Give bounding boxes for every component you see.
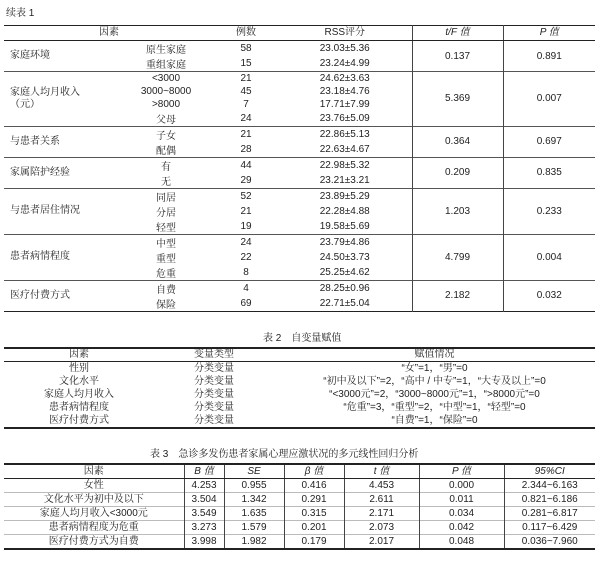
category-cell: 父母 xyxy=(156,114,176,126)
t-value-cell: 0.209 xyxy=(412,157,503,188)
type-cell: 分类变量 xyxy=(194,402,234,413)
cases-cell: 45 xyxy=(240,85,252,97)
cases-cell: 24 xyxy=(240,112,252,124)
cases-cell: 52 xyxy=(214,188,278,204)
rss-cell: 24.62±3.63 xyxy=(278,72,412,85)
factor-cell: 医疗付费方式为自费 xyxy=(4,535,184,550)
category-cell: 有 xyxy=(118,157,214,173)
table-row xyxy=(4,401,595,414)
factor-cell: 家庭人均月收入<3000元 xyxy=(4,507,184,521)
rss-cell: 23.03±5.36 xyxy=(319,43,370,54)
table3-title: 表 3 急诊多发伤患者家属心理应激状况的多元线性回归分析 xyxy=(150,449,419,460)
t-cell: 2.017 xyxy=(344,535,419,550)
beta-cell: 0.416 xyxy=(284,479,344,493)
header-p: P 值 xyxy=(503,26,595,41)
group-name-text: 与患者居住情况 xyxy=(10,205,80,216)
assign-cell: “自费”=1，“保险”=0 xyxy=(391,415,478,426)
rss-cell: 22.71±5.04 xyxy=(319,297,370,309)
p-cell: 0.042 xyxy=(419,521,504,535)
table2-body xyxy=(4,362,595,429)
group-name xyxy=(4,188,118,234)
factor-cell: 医疗付费方式 xyxy=(49,415,109,426)
table1-body xyxy=(4,41,595,312)
table-row xyxy=(4,375,595,388)
table2-title: 表 2 自变量赋值 xyxy=(263,333,342,344)
table-row xyxy=(4,126,595,142)
b-cell: 4.253 xyxy=(184,479,224,493)
table-row xyxy=(4,493,595,507)
category-cell: 保险 xyxy=(156,299,176,311)
t-value-cell: 5.369 xyxy=(412,72,503,127)
p-value-cell: 0.007 xyxy=(503,72,595,127)
p-value-cell: 0.891 xyxy=(503,41,595,72)
table-row xyxy=(4,535,595,550)
rss-cell: 17.71±7.99 xyxy=(319,98,370,110)
table3 xyxy=(4,463,595,550)
table3-header-row xyxy=(4,464,595,479)
category-cell: <3000 xyxy=(118,72,214,85)
table1-header-row xyxy=(4,26,595,41)
t-value-cell: 0.364 xyxy=(412,126,503,157)
category-cell: 子女 xyxy=(118,126,214,142)
category-cell: 原生家庭 xyxy=(146,45,186,56)
category-cell: 无 xyxy=(161,176,171,188)
ci-cell: 0.036~7.960 xyxy=(504,535,595,550)
rss-cell: 19.58±5.69 xyxy=(319,220,370,232)
se-cell: 1.579 xyxy=(224,521,284,535)
cases-cell: 7 xyxy=(243,98,249,110)
t-value-cell: 0.137 xyxy=(412,41,503,72)
t2-header-factor: 因素 xyxy=(4,348,154,362)
cases-cell: 21 xyxy=(214,72,278,85)
category-cell: 3000~8000 xyxy=(140,85,192,97)
group-name-text: 家庭环境 xyxy=(10,50,50,61)
assign-cell: “<3000元”=2，“3000~8000元”=1，“>8000元”=0 xyxy=(329,389,540,400)
cases-cell: 24 xyxy=(214,234,278,250)
rss-cell: 23.76±5.09 xyxy=(319,112,370,124)
beta-cell: 0.179 xyxy=(284,535,344,550)
header-cases: 例数 xyxy=(214,26,278,41)
table-row xyxy=(4,72,595,85)
group-name xyxy=(4,157,118,188)
header-t-f: t/F 值 xyxy=(412,26,503,41)
category-cell: 自费 xyxy=(118,280,214,296)
cases-cell: 29 xyxy=(240,174,252,186)
group-name-text: 家属陪护经验 xyxy=(10,166,70,178)
cases-cell: 22 xyxy=(240,251,252,263)
table-row xyxy=(4,388,595,401)
t-cell: 2.611 xyxy=(344,493,419,507)
se-cell: 0.955 xyxy=(224,479,284,493)
header-rss: RSS评分 xyxy=(278,26,412,41)
group-name xyxy=(4,234,118,280)
rss-cell: 23.79±4.86 xyxy=(278,234,412,250)
se-cell: 1.982 xyxy=(224,535,284,550)
category-cell: 重组家庭 xyxy=(146,60,186,71)
cases-cell: 21 xyxy=(240,205,252,217)
cases-cell: 58 xyxy=(240,43,252,54)
type-cell: 分类变量 xyxy=(194,415,234,426)
t2-header-type: 变量类型 xyxy=(154,348,274,362)
t-cell: 2.073 xyxy=(344,521,419,535)
category-cell: 重型 xyxy=(156,253,176,265)
cases-cell: 19 xyxy=(240,220,252,232)
rss-cell: 23.21±3.21 xyxy=(319,174,370,186)
category-cell: 轻型 xyxy=(156,222,176,234)
b-cell: 3.504 xyxy=(184,493,224,507)
rss-cell: 22.86±5.13 xyxy=(278,126,412,142)
rss-cell: 24.50±3.73 xyxy=(319,251,370,263)
factor-cell: 文化水平 xyxy=(59,376,99,387)
table1 xyxy=(4,25,595,312)
cases-cell: 28 xyxy=(240,143,252,155)
table-row xyxy=(4,188,595,204)
type-cell: 分类变量 xyxy=(194,389,234,400)
ci-cell: 2.344~6.163 xyxy=(504,479,595,493)
factor-cell: 女性 xyxy=(83,480,104,491)
table-row xyxy=(4,507,595,521)
p-value-cell: 0.233 xyxy=(503,188,595,234)
t3-header-p: P 值 xyxy=(419,464,504,479)
t3-header-t: t 值 xyxy=(344,464,419,479)
t-cell: 4.453 xyxy=(344,479,419,493)
rss-cell: 22.98±5.32 xyxy=(278,157,412,173)
b-cell: 3.549 xyxy=(184,507,224,521)
assign-cell: “女”=1，“男”=0 xyxy=(401,363,468,374)
assign-cell: “初中及以下”=2，“高中 / 中专”=1，“大专及以上”=0 xyxy=(323,376,546,387)
table-row xyxy=(4,41,595,57)
table-row xyxy=(4,234,595,250)
t2-header-assign: 赋值情况 xyxy=(274,348,595,362)
rss-cell: 23.24±4.99 xyxy=(319,58,370,69)
table-row xyxy=(4,414,595,428)
rss-cell: 25.25±4.62 xyxy=(319,266,370,278)
group-name-text: 患者病情程度 xyxy=(10,251,70,262)
factor-cell: 文化水平为初中及以下 xyxy=(4,493,184,507)
t3-header-factor: 因素 xyxy=(4,464,184,479)
cases-cell: 15 xyxy=(240,58,252,69)
rss-cell: 22.28±4.88 xyxy=(319,205,370,217)
factor-cell: 性别 xyxy=(69,363,89,374)
group-name xyxy=(4,126,118,157)
category-cell: 中型 xyxy=(118,234,214,250)
factor-cell: 家庭人均月收入 xyxy=(44,389,114,400)
group-name xyxy=(4,41,118,72)
rss-cell: 23.18±4.76 xyxy=(319,85,370,97)
factor-cell: 患者病情程度 xyxy=(49,402,109,413)
p-cell: 0.048 xyxy=(419,535,504,550)
factor-cell: 患者病情程度为危重 xyxy=(4,521,184,535)
table2-header-row xyxy=(4,348,595,362)
table-row xyxy=(4,157,595,173)
cases-cell: 21 xyxy=(214,126,278,142)
category-cell: 同居 xyxy=(118,188,214,204)
group-name-text: 家庭人均月收入（元） xyxy=(10,86,80,110)
cases-cell: 4 xyxy=(214,280,278,296)
group-name-text: 医疗付费方式 xyxy=(10,289,70,301)
cases-cell: 69 xyxy=(240,297,252,309)
group-name xyxy=(4,72,118,127)
assign-cell: “危重”=3，“重型”=2，“中型”=1，“轻型”=0 xyxy=(343,402,526,413)
p-cell: 0.000 xyxy=(419,479,504,493)
beta-cell: 0.201 xyxy=(284,521,344,535)
group-name xyxy=(4,280,118,311)
table-row xyxy=(4,280,595,296)
rss-cell: 28.25±0.96 xyxy=(278,280,412,296)
category-cell: 配偶 xyxy=(156,145,176,157)
se-cell: 1.342 xyxy=(224,493,284,507)
table-row xyxy=(4,479,595,493)
table-row xyxy=(4,362,595,376)
p-value-cell: 0.697 xyxy=(503,126,595,157)
t3-header-b: B 值 xyxy=(184,464,224,479)
category-cell: 危重 xyxy=(156,268,176,280)
table1-caption: 续表 1 xyxy=(6,8,35,19)
rss-cell: 22.63±4.67 xyxy=(319,143,370,155)
ci-cell: 0.117~6.429 xyxy=(504,521,595,535)
p-value-cell: 0.835 xyxy=(503,157,595,188)
beta-cell: 0.315 xyxy=(284,507,344,521)
type-cell: 分类变量 xyxy=(194,363,234,374)
table-row xyxy=(4,521,595,535)
cases-cell: 8 xyxy=(243,266,249,278)
ci-cell: 0.281~6.817 xyxy=(504,507,595,521)
t-value-cell: 4.799 xyxy=(412,234,503,280)
rss-cell: 23.89±5.29 xyxy=(278,188,412,204)
p-value-cell: 0.032 xyxy=(503,280,595,311)
type-cell: 分类变量 xyxy=(194,376,234,387)
b-cell: 3.273 xyxy=(184,521,224,535)
table2 xyxy=(4,347,595,429)
b-cell: 3.998 xyxy=(184,535,224,550)
se-cell: 1.635 xyxy=(224,507,284,521)
t-cell: 2.171 xyxy=(344,507,419,521)
group-name-text: 与患者关系 xyxy=(10,135,60,147)
t-value-cell: 1.203 xyxy=(412,188,503,234)
t3-header-se: SE xyxy=(224,464,284,479)
t3-header-beta: β 值 xyxy=(284,464,344,479)
p-value-cell: 0.004 xyxy=(503,234,595,280)
t3-header-ci: 95%CI xyxy=(504,464,595,479)
p-cell: 0.011 xyxy=(419,493,504,507)
header-factor: 因素 xyxy=(4,26,214,41)
table3-body xyxy=(4,479,595,550)
cases-cell: 44 xyxy=(214,157,278,173)
p-cell: 0.034 xyxy=(419,507,504,521)
category-cell: >8000 xyxy=(151,98,181,110)
category-cell: 分居 xyxy=(156,207,176,219)
beta-cell: 0.291 xyxy=(284,493,344,507)
t-value-cell: 2.182 xyxy=(412,280,503,311)
ci-cell: 0.821~6.186 xyxy=(504,493,595,507)
